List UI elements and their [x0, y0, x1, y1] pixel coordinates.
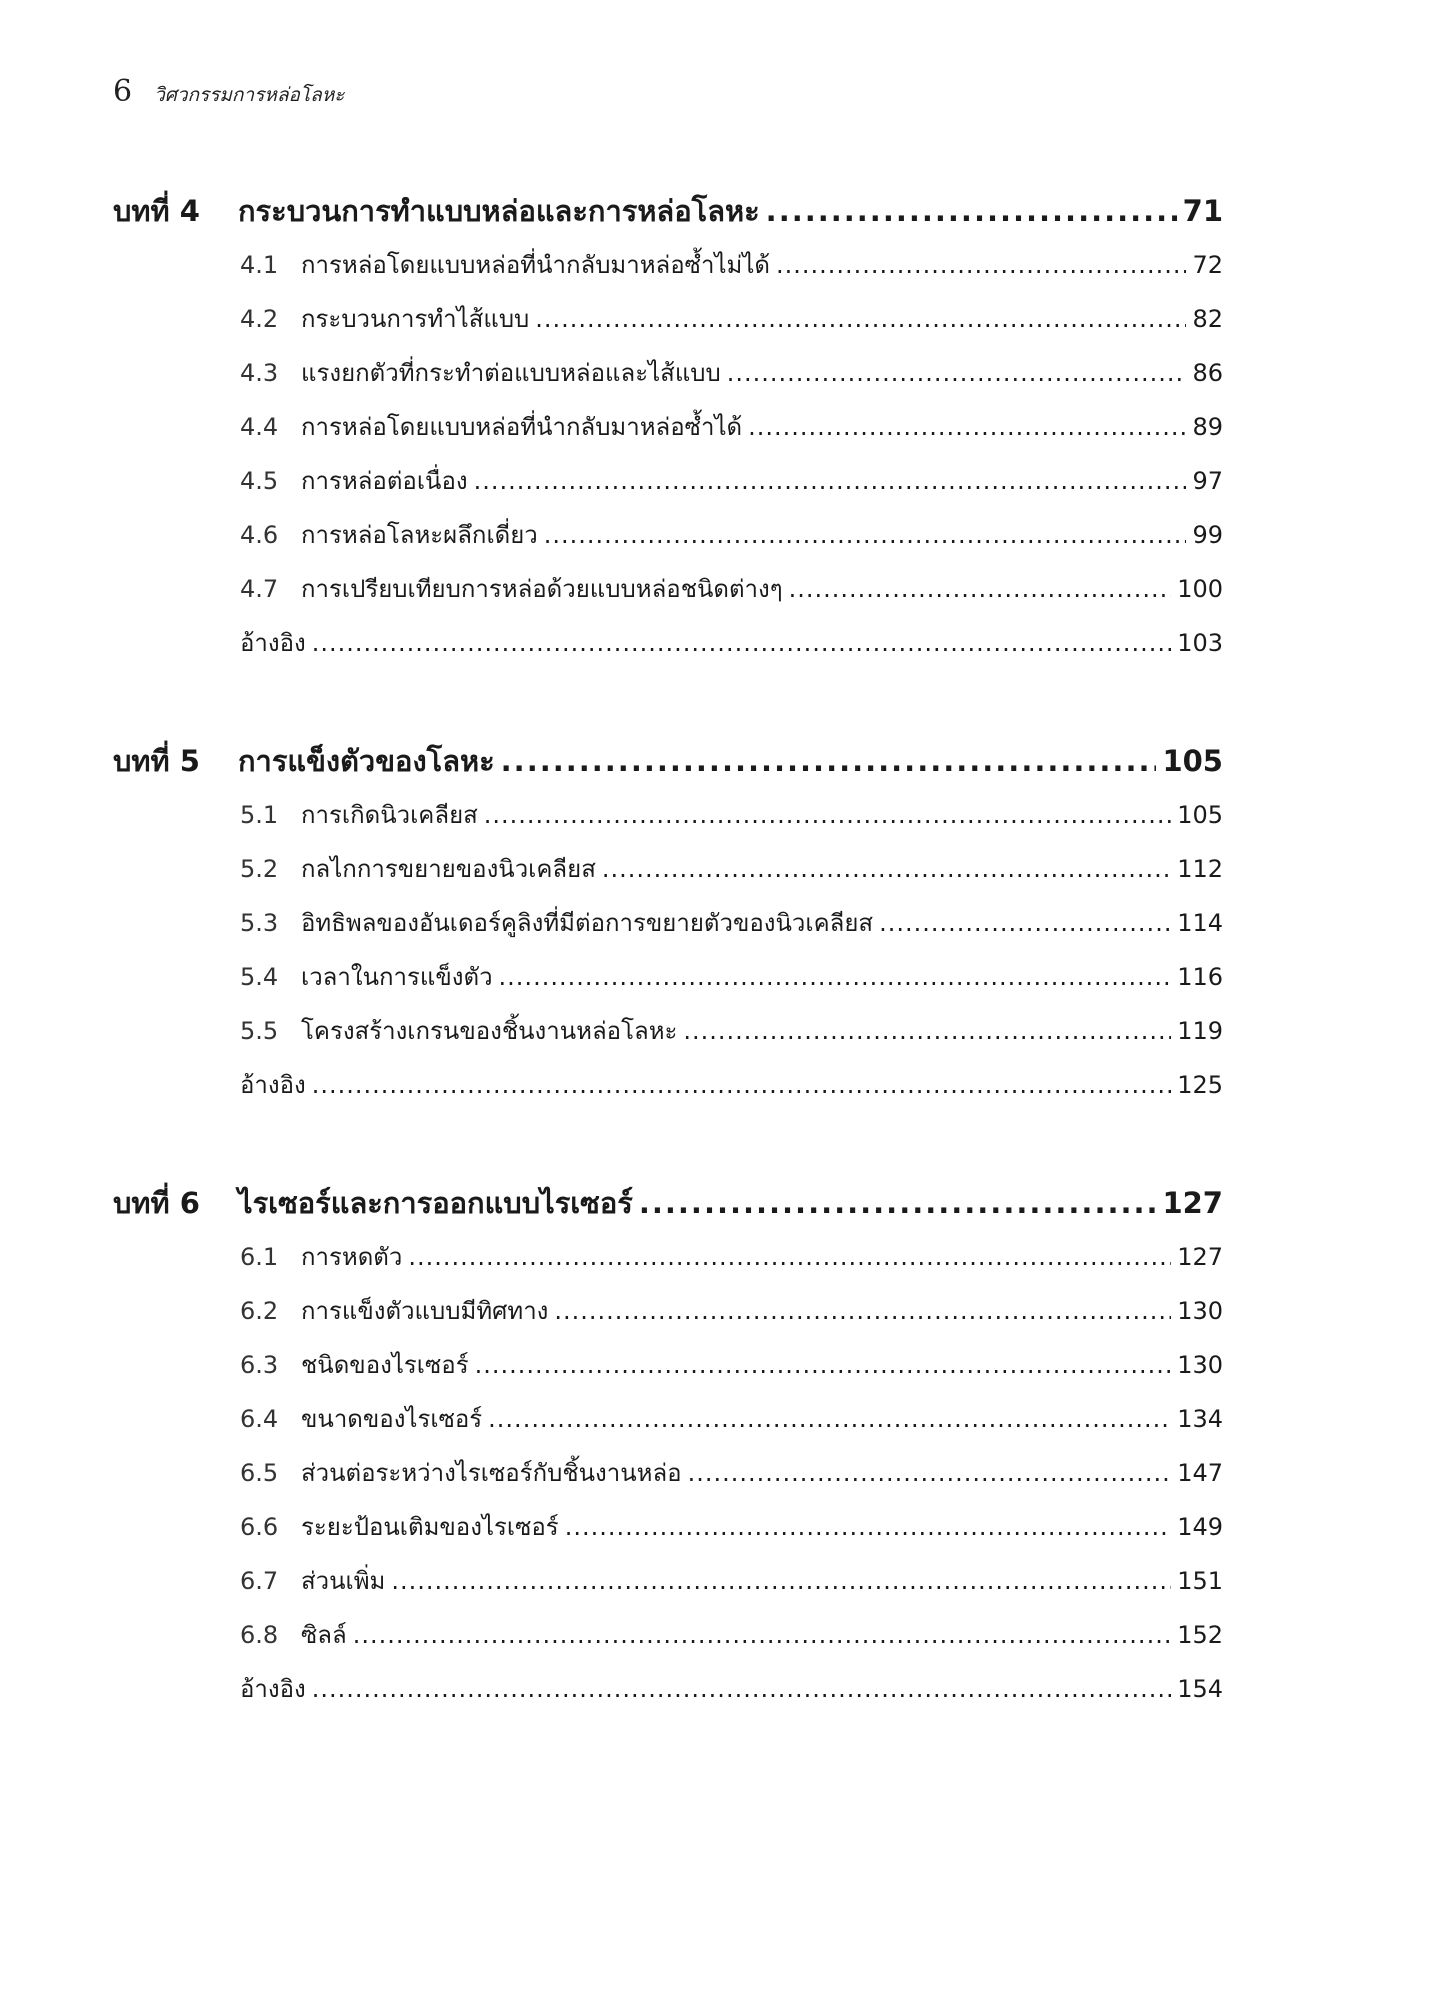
section-title: ส่วนเพิ่ม: [301, 1567, 386, 1595]
section-number: 4.3: [240, 359, 279, 387]
section-page: 82: [1192, 305, 1223, 333]
section-number: 4.7: [240, 575, 279, 603]
section-number: 5.3: [240, 909, 279, 937]
chapter-title: การแข็งตัวของโลหะ: [238, 744, 495, 778]
dot-leader: [474, 467, 1187, 495]
toc-entry: [240, 795, 1223, 849]
toc-entry: [240, 245, 1223, 299]
section-title: ส่วนต่อระหว่างไรเซอร์กับชิ้นงานหล่อ: [301, 1459, 682, 1487]
dot-leader: [683, 1017, 1171, 1045]
chapter-page: 105: [1162, 744, 1223, 778]
toc-entry: [240, 903, 1223, 957]
section-list: [113, 245, 1223, 677]
section-title: ระยะป้อนเติมของไรเซอร์: [301, 1513, 559, 1541]
section-title: การแข็งตัวแบบมีทิศทาง: [301, 1297, 549, 1325]
section-page: 72: [1192, 251, 1223, 279]
section-page: 152: [1177, 1621, 1223, 1649]
toc-entry: [240, 849, 1223, 903]
dot-leader: [501, 744, 1157, 778]
toc-entry: [240, 1507, 1223, 1561]
references-title: อ้างอิง: [240, 629, 306, 657]
chapter-heading: [113, 188, 1223, 244]
dot-leader: [484, 801, 1171, 829]
dot-leader: [408, 1243, 1171, 1271]
dot-leader: [488, 1405, 1171, 1433]
section-page: 99: [1192, 521, 1223, 549]
section-page: 89: [1192, 413, 1223, 441]
section-number: 6.4: [240, 1405, 279, 1433]
section-number: 5.2: [240, 855, 279, 883]
section-number: 6.3: [240, 1351, 279, 1379]
section-page: 151: [1177, 1567, 1223, 1595]
section-number: 6.6: [240, 1513, 279, 1541]
section-page: 105: [1177, 801, 1223, 829]
chapter-label: บทที่ 5: [113, 744, 200, 778]
toc-entry: [240, 461, 1223, 515]
toc-entry: [240, 569, 1223, 623]
section-page: 100: [1177, 575, 1223, 603]
toc-entry: [240, 1345, 1223, 1399]
chapter-title: ไรเซอร์และการออกแบบไรเซอร์: [238, 1186, 633, 1220]
chapter-6: [113, 1180, 1223, 1723]
toc-entry: [240, 1453, 1223, 1507]
section-page: 97: [1192, 467, 1223, 495]
toc-entry: [240, 299, 1223, 353]
toc-entry: [240, 1399, 1223, 1453]
section-title: อิทธิพลของอันเดอร์คูลิงที่มีต่อการขยายตัวของนิวเคลียส: [301, 909, 874, 937]
dot-leader: [565, 1513, 1171, 1541]
references-title: อ้างอิง: [240, 1675, 306, 1703]
dot-leader: [312, 1675, 1171, 1703]
chapter-label: บทที่ 4: [113, 194, 200, 228]
section-title: การหล่อโลหะผลึกเดี่ยว: [301, 521, 538, 549]
dot-leader: [688, 1459, 1172, 1487]
section-number: 6.8: [240, 1621, 279, 1649]
chapter-page: 71: [1182, 194, 1223, 228]
section-list: [113, 1237, 1223, 1723]
chapter-title: กระบวนการทำแบบหล่อและการหล่อโลหะ: [238, 194, 760, 228]
dot-leader: [776, 251, 1186, 279]
section-title: การหล่อโดยแบบหล่อที่นำกลับมาหล่อซ้ำได้: [301, 413, 743, 441]
section-page: 134: [1177, 1405, 1223, 1433]
section-number: 4.4: [240, 413, 279, 441]
toc-entry: [240, 515, 1223, 569]
section-page: 127: [1177, 1243, 1223, 1271]
section-title: การหดตัว: [301, 1243, 403, 1271]
toc-entry: [240, 957, 1223, 1011]
section-title: กระบวนการทำไส้แบบ: [301, 305, 530, 333]
section-title: โครงสร้างเกรนของชิ้นงานหล่อโลหะ: [301, 1017, 678, 1045]
section-number: 6.7: [240, 1567, 279, 1595]
toc-entry: [240, 1561, 1223, 1615]
dot-leader: [544, 521, 1187, 549]
section-title: ซิลล์: [301, 1621, 347, 1649]
section-number: 5.4: [240, 963, 279, 991]
dot-leader: [639, 1186, 1157, 1220]
section-number: 6.5: [240, 1459, 279, 1487]
dot-leader: [499, 963, 1172, 991]
references-page: 103: [1177, 629, 1223, 657]
section-page: 130: [1177, 1351, 1223, 1379]
section-list: [113, 795, 1223, 1119]
chapter-heading: [113, 1180, 1223, 1236]
dot-leader: [789, 575, 1172, 603]
dot-leader: [353, 1621, 1171, 1649]
dot-leader: [748, 413, 1186, 441]
references-page: 154: [1177, 1675, 1223, 1703]
toc-entry: [240, 353, 1223, 407]
section-title: แรงยกตัวที่กระทำต่อแบบหล่อและไส้แบบ: [301, 359, 721, 387]
references-entry: [240, 1065, 1223, 1119]
chapter-5: [113, 738, 1223, 1119]
references-entry: [240, 1669, 1223, 1723]
references-page: 125: [1177, 1071, 1223, 1099]
dot-leader: [554, 1297, 1171, 1325]
section-page: 114: [1177, 909, 1223, 937]
dot-leader: [766, 194, 1177, 228]
section-page: 119: [1177, 1017, 1223, 1045]
section-page: 116: [1177, 963, 1223, 991]
dot-leader: [879, 909, 1171, 937]
dot-leader: [602, 855, 1171, 883]
section-number: 4.2: [240, 305, 279, 333]
section-number: 5.5: [240, 1017, 279, 1045]
toc-entry: [240, 407, 1223, 461]
table-of-contents: [113, 188, 1223, 1723]
toc-entry: [240, 1615, 1223, 1669]
section-page: 130: [1177, 1297, 1223, 1325]
dot-leader: [475, 1351, 1172, 1379]
references-title: อ้างอิง: [240, 1071, 306, 1099]
section-number: 4.5: [240, 467, 279, 495]
section-title: การเกิดนิวเคลียส: [301, 801, 478, 829]
toc-entry: [240, 1011, 1223, 1065]
section-number: 5.1: [240, 801, 279, 829]
dot-leader: [312, 1071, 1171, 1099]
section-title: กลไกการขยายของนิวเคลียส: [301, 855, 596, 883]
running-head: [113, 74, 344, 110]
section-title: การหล่อโดยแบบหล่อที่นำกลับมาหล่อซ้ำไม่ได้: [301, 251, 770, 279]
section-title: การเปรียบเทียบการหล่อด้วยแบบหล่อชนิดต่างๆ: [301, 575, 783, 603]
section-number: 6.2: [240, 1297, 279, 1325]
section-number: 4.6: [240, 521, 279, 549]
section-page: 112: [1177, 855, 1223, 883]
chapter-4: [113, 188, 1223, 677]
references-entry: [240, 623, 1223, 677]
section-title: เวลาในการแข็งตัว: [301, 963, 493, 991]
section-title: ชนิดของไรเซอร์: [301, 1351, 469, 1379]
section-page: 147: [1177, 1459, 1223, 1487]
dot-leader: [312, 629, 1171, 657]
chapter-label: บทที่ 6: [113, 1186, 200, 1220]
section-page: 149: [1177, 1513, 1223, 1541]
dot-leader: [535, 305, 1186, 333]
section-number: 4.1: [240, 251, 279, 279]
book-title: วิศวกรรมการหล่อโลหะ: [154, 84, 345, 106]
toc-entry: [240, 1291, 1223, 1345]
section-title: การหล่อต่อเนื่อง: [301, 467, 468, 495]
page-number: 6: [113, 74, 133, 109]
section-title: ขนาดของไรเซอร์: [301, 1405, 483, 1433]
dot-leader: [727, 359, 1187, 387]
section-number: 6.1: [240, 1243, 279, 1271]
section-page: 86: [1192, 359, 1223, 387]
toc-entry: [240, 1237, 1223, 1291]
chapter-heading: [113, 738, 1223, 794]
chapter-page: 127: [1162, 1186, 1223, 1220]
dot-leader: [391, 1567, 1171, 1595]
